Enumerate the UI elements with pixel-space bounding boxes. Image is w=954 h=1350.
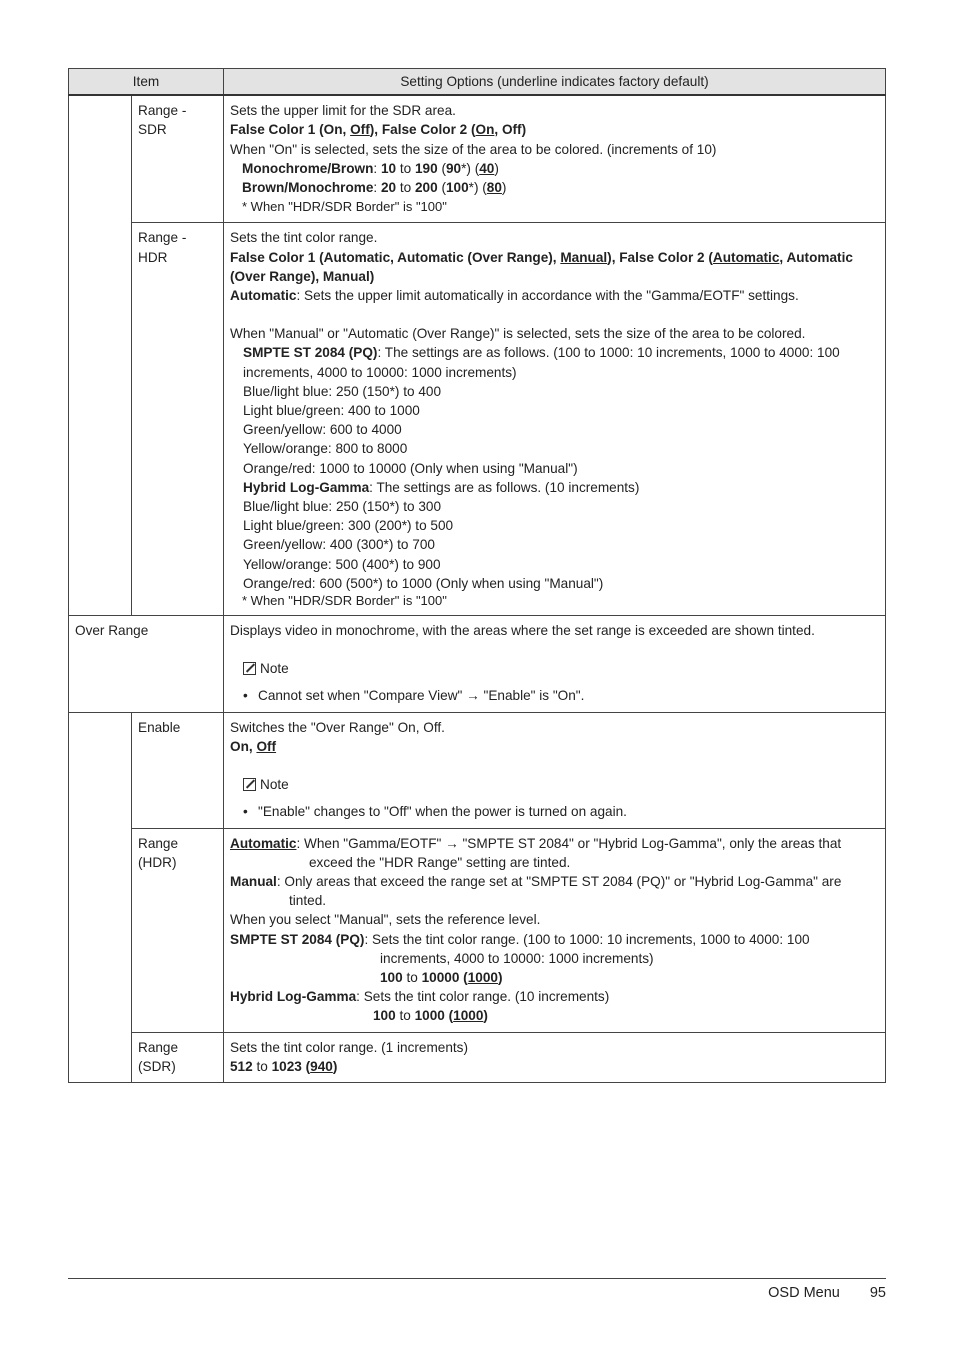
options-cell [224,828,886,1032]
table-row [69,712,886,828]
description-text: Sets the upper limit for the SDR area. [230,103,456,119]
options-column-header: Setting Options (underline indicates factory default) [224,69,886,96]
description-text: When "On" is selected, sets the size of the area to be colored. (increments of 10) [230,141,717,157]
table-row [69,616,886,713]
note-item: • "Enable" changes to "Off" when the power is turned on again. [230,802,879,821]
description-text: Sets the tint color range. (1 increments) [230,1039,468,1055]
note-heading: Note [230,775,879,794]
item-label: Range (HDR) [132,828,224,1032]
settings-table [68,68,886,1083]
default-value: Off [350,122,370,138]
default-value: Off [256,738,277,754]
list-item: Orange/red: 1000 to 10000 (Only when using "Manual") [243,460,578,476]
default-value: Manual [560,249,608,265]
pq-description: SMPTE ST 2084 (PQ): Sets the tint color range. (100 to 1000: 10 increments, 1000 to 4000: 100 increments, 4000 to 10000: 1000 increments) [230,931,810,966]
manual-description: Manual: Only areas that exceed the range set at "SMPTE ST 2084 (PQ)" or "Hybrid Log-Gamma" are tinted. [230,873,842,909]
item-column-header: Item [69,69,224,96]
item-label: Enable [132,712,224,828]
default-value: 1000 [467,969,498,985]
table-header-row [69,69,886,96]
description-text: When you select "Manual", sets the reference level. [230,912,541,928]
table-row [69,223,886,616]
options-cell [224,95,886,223]
list-item: Yellow/orange: 500 (400*) to 900 [243,556,441,572]
sdr-range: 512 to 1023 (940) [230,1058,338,1074]
options-cell [224,616,886,713]
list-item: Blue/light blue: 250 (150*) to 300 [243,499,442,515]
list-item: Green/yellow: 600 to 4000 [243,422,402,438]
options-cell [224,223,886,616]
brown-monochrome-range: Brown/Monochrome: 20 to 200 (100*) (80) [242,180,507,196]
hlg-description: Hybrid Log-Gamma: The settings are as follows. (10 increments) [243,479,640,495]
default-value: Automatic [230,835,297,851]
options-cell [224,712,886,828]
list-item: Blue/light blue: 250 (150*) to 400 [243,383,442,399]
note-pencil-icon [243,778,256,791]
page-footer [768,1285,886,1301]
description-text: Displays video in monochrome, with the areas where the set range is exceeded are shown tinted. [230,623,815,639]
item-label: Range - SDR [132,95,224,223]
automatic-description: Automatic: When "Gamma/EOTF" → "SMPTE ST 2084" or "Hybrid Log-Gamma", only the areas that exceed the "HDR Range" setting are tinted. [230,835,842,870]
default-value: 1000 [453,1008,484,1024]
parent-item-cell [69,712,132,1082]
default-value: On [475,122,495,138]
description-text: Switches the "Over Range" On, Off. [230,719,445,735]
footer-divider [68,1278,886,1279]
monochrome-brown-range: Monochrome/Brown: 10 to 190 (90*) (40) [242,160,499,176]
hlg-description: Hybrid Log-Gamma: Sets the tint color range. (10 increments) [230,989,610,1005]
footnote: * When "HDR/SDR Border" is "100" [242,593,447,609]
table-row [69,1032,886,1082]
automatic-description: Automatic: Sets the upper limit automatically in accordance with the "Gamma/EOTF" settings. [230,288,799,304]
description-text: When "Manual" or "Automatic (Over Range)" is selected, sets the size of the area to be colored. [230,326,806,342]
list-item: Orange/red: 600 (500*) to 1000 (Only when using "Manual") [243,575,604,591]
default-value: 80 [486,180,502,196]
note-item: • Cannot set when "Compare View" → "Enable" is "On". [230,686,879,705]
pq-description: SMPTE ST 2084 (PQ): The settings are as follows. (100 to 1000: 10 increments, 1000 to 4000: 100 increments, 4000 to 10000: 1000 increments) [243,345,840,380]
hlg-range: 100 to 1000 (1000) [373,1008,488,1024]
pq-range: 100 to 10000 (1000) [380,969,503,985]
page-number: 95 [869,1285,886,1301]
list-item: Green/yellow: 400 (300*) to 700 [243,537,435,553]
note-pencil-icon [243,662,256,675]
description-text: Sets the tint color range. [230,230,378,246]
false-color-options: False Color 1 (Automatic, Automatic (Over Range), Manual), False Color 2 (Automatic, Automatic (Over Range), Manual) [230,249,853,284]
list-item: Light blue/green: 300 (200*) to 500 [243,518,454,534]
default-value: 940 [310,1058,333,1074]
false-color-options: False Color 1 (On, Off), False Color 2 (On, Off) [230,122,527,138]
parent-item-cell [69,95,132,615]
default-value: 40 [479,160,495,176]
default-value: Automatic [712,249,780,265]
list-item: Light blue/green: 400 to 1000 [243,403,420,419]
item-label: Range (SDR) [132,1032,224,1082]
list-item: Yellow/orange: 800 to 8000 [243,441,408,457]
item-label: Over Range [69,616,224,713]
item-label: Range - HDR [132,223,224,616]
enable-options: On, Off [230,738,277,754]
options-cell [224,1032,886,1082]
table-row [69,95,886,223]
footnote: * When "HDR/SDR Border" is "100" [242,199,447,215]
table-row [69,828,886,1032]
footer-section-title: OSD Menu [768,1285,840,1301]
note-heading: Note [230,659,879,678]
